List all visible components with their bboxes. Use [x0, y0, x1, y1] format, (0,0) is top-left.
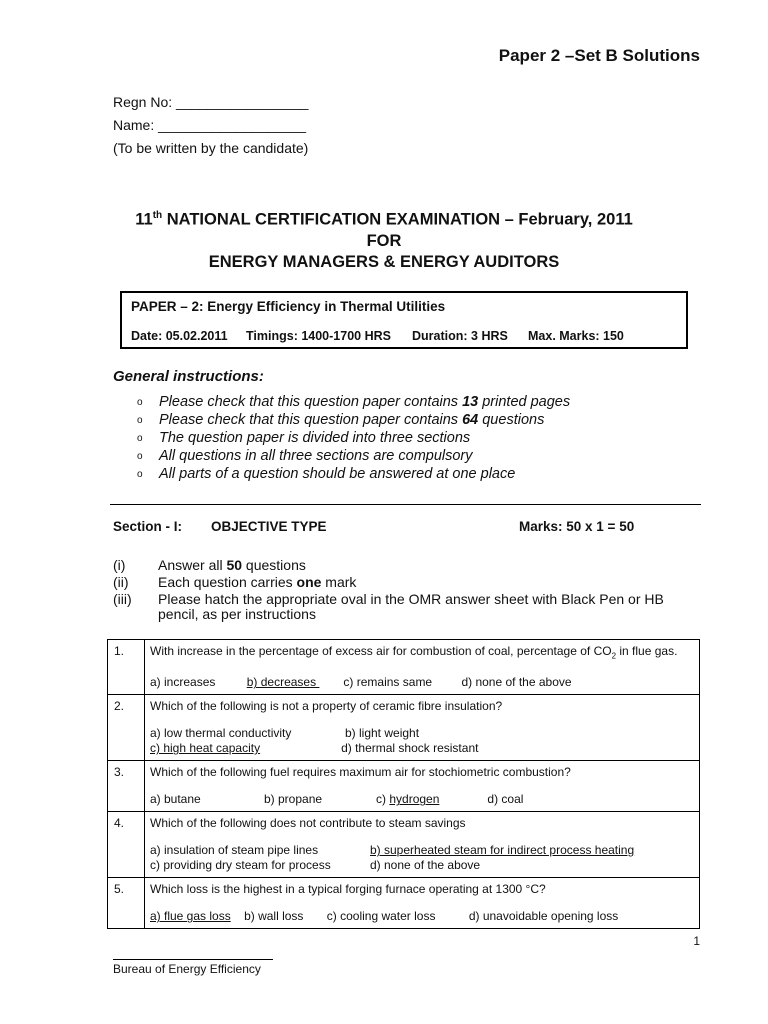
question-row: [108, 761, 700, 812]
question-text: Which loss is the highest in a typical forging furnace operating at 1300 °C?: [150, 882, 546, 897]
instruction-item: o All questions in all three sections are compulsory: [137, 448, 473, 464]
question-options: a) butane b) propane c) hydrogen d) coal: [150, 792, 524, 807]
question-options: [145, 897, 699, 928]
option-answer: b) superheated steam for indirect process heating: [370, 843, 635, 858]
option: a) low thermal conductivity: [150, 726, 292, 741]
option: a) insulation of steam pipe lines: [150, 843, 319, 858]
option-answer: a) flue gas loss: [150, 909, 231, 924]
instruction-item: o All parts of a question should be answered at one place: [137, 466, 516, 482]
option-answer: hydrogen: [389, 792, 440, 807]
exam-date: Date: 05.02.2011: [131, 329, 228, 343]
bullet-icon: o: [137, 432, 143, 444]
question-number: 1.: [108, 640, 145, 695]
instruction-item: o Please check that this question paper contains 64 questions: [137, 412, 545, 428]
question-options: [145, 663, 699, 694]
instruction-item: o Please check that this question paper contains 13 printed pages: [137, 394, 571, 410]
exam-timings: Timings: 1400-1700 HRS: [246, 329, 391, 343]
instruction-item: o The question paper is divided into three sections: [137, 430, 471, 446]
exam-max-marks: Max. Marks: 150: [528, 329, 624, 343]
section-instruction: (iii) Please hatch the appropriate oval in the OMR answer sheet with Black Pen or HB: [113, 591, 664, 607]
section-marks: Marks: 50 x 1 = 50: [519, 519, 635, 534]
option: b) propane: [264, 792, 323, 807]
section-type: OBJECTIVE TYPE: [211, 519, 327, 534]
option: b) light weight: [345, 726, 420, 741]
candidate-note: (To be written by the candidate): [113, 140, 309, 156]
divider: [110, 504, 701, 505]
bullet-icon: o: [137, 396, 143, 408]
bullet-icon: o: [137, 414, 143, 426]
question-number: 4.: [108, 812, 145, 878]
name-field: Name: ___________________: [113, 117, 307, 133]
option-answer: c) high heat capacity: [150, 741, 261, 756]
option: d) none of the above: [461, 675, 572, 690]
footer-divider: [113, 959, 273, 960]
general-instructions-heading: General instructions:: [113, 368, 264, 385]
option: c) cooling water loss: [326, 909, 436, 924]
section-label: Section - I:: [113, 519, 183, 534]
question-text: Which of the following fuel requires maximum air for stochiometric combustion?: [150, 765, 571, 780]
question-options: [145, 831, 699, 877]
exam-title-for: FOR: [366, 232, 402, 250]
page-number: 1: [693, 934, 700, 948]
question-number: 3.: [108, 761, 145, 812]
section-instruction: (i) Answer all 50 questions: [113, 557, 306, 573]
option: d) none of the above: [370, 858, 481, 873]
regn-no-field: Regn No: _________________: [113, 94, 309, 110]
option: c) providing dry steam for process: [150, 858, 331, 873]
question-row: [108, 695, 700, 761]
question-number: 5.: [108, 878, 145, 929]
option: a) increases: [150, 675, 216, 690]
exam-title-audience: ENERGY MANAGERS & ENERGY AUDITORS: [208, 253, 560, 271]
questions-table: [107, 639, 700, 929]
document-header: Paper 2 –Set B Solutions: [498, 46, 700, 65]
option-answer: b) decreases: [246, 675, 320, 690]
paper-info-box: [120, 291, 688, 349]
exam-duration: Duration: 3 HRS: [412, 329, 508, 343]
question-options: [145, 714, 699, 760]
question-text: With increase in the percentage of excess air for combustion of coal, percentage of $CO_2$ in flue gas.: [150, 644, 678, 661]
option: d) unavoidable opening loss: [468, 909, 619, 924]
option: d) coal: [487, 792, 524, 807]
question-row: [108, 878, 700, 929]
exam-title: 11th NATIONAL CERTIFICATION EXAMINATION – February, 2011: [135, 210, 633, 229]
option: b) wall loss: [244, 909, 304, 924]
bullet-icon: o: [137, 468, 143, 480]
option: a) butane: [150, 792, 201, 807]
bullet-icon: o: [137, 450, 143, 462]
section-instruction: (ii) Each question carries one mark: [113, 574, 357, 590]
option: c) remains same: [343, 675, 433, 690]
question-text: Which of the following is not a property of ceramic fibre insulation?: [150, 699, 503, 714]
footer-organization: Bureau of Energy Efficiency: [113, 962, 261, 976]
question-row: [108, 812, 700, 878]
option: d) thermal shock resistant: [341, 741, 479, 756]
paper-title: PAPER – 2: Energy Efficiency in Thermal Utilities: [131, 299, 446, 314]
section-instruction-cont: pencil, as per instructions: [158, 606, 316, 622]
question-number: 2.: [108, 695, 145, 761]
question-row: [108, 640, 700, 695]
question-text: Which of the following does not contribute to steam savings: [150, 816, 466, 831]
